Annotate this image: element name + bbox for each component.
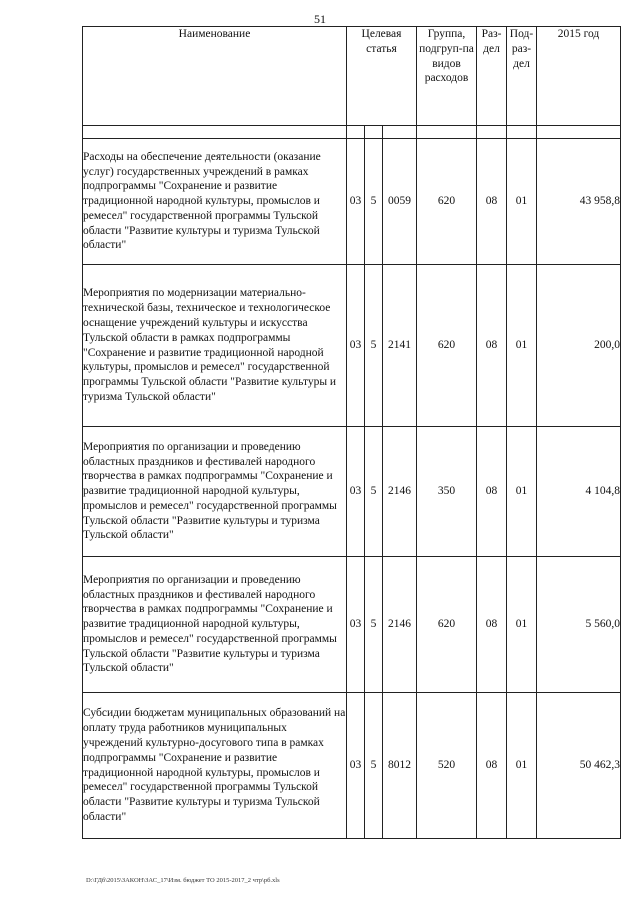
header-subsection: Под-раз-дел (507, 27, 537, 126)
header-row (83, 27, 621, 126)
row-section: 08 (477, 139, 507, 265)
row-code1: 03 (347, 265, 365, 427)
row-group: 620 (417, 139, 477, 265)
row-section: 08 (477, 265, 507, 427)
header-group: Группа, подгруп-па видов расходов (417, 27, 477, 126)
spacer-row (83, 126, 621, 139)
row-code3: 0059 (383, 139, 417, 265)
row-code2: 5 (365, 139, 383, 265)
row-subsection: 01 (507, 427, 537, 557)
row-name: Субсидии бюджетам муниципальных образований на оплату труда работников муниципальных учреждений культурно-досугового типа в рамках подпрограммы "Сохранение и развитие традиционной народной культуры, промыслов и ремесел" государственной программы Тульской области "Развитие культуры и туризма Тульской области" (83, 693, 347, 839)
row-code2: 5 (365, 557, 383, 693)
row-section: 08 (477, 557, 507, 693)
row-name: Мероприятия по организации и проведению областных праздников и фестивалей народного творчества в рамках подпрограммы "Сохранение и развитие традиционной народной культуры, промыслов и ремесел" государственной программы Тульской области "Развитие культуры и туризма Тульской области" (83, 557, 347, 693)
header-section: Раз-дел (477, 27, 507, 126)
table-row (83, 139, 621, 265)
row-amount: 43 958,8 (537, 139, 621, 265)
row-code3: 2146 (383, 557, 417, 693)
row-group: 520 (417, 693, 477, 839)
row-name: Мероприятия по организации и проведению областных праздников и фестивалей народного творчества в рамках подпрограммы "Сохранение и развитие традиционной народной культуры, промыслов и ремесел" государственной программы Тульской области "Развитие культуры и туризма Тульской области" (83, 427, 347, 557)
row-code2: 5 (365, 427, 383, 557)
row-subsection: 01 (507, 139, 537, 265)
row-group: 620 (417, 265, 477, 427)
row-subsection: 01 (507, 557, 537, 693)
table-row (83, 427, 621, 557)
row-code1: 03 (347, 557, 365, 693)
table-row (83, 693, 621, 839)
row-name: Мероприятия по модернизации материально-технической базы, техническое и технологическое оснащение учреждений культуры и искусства Тульской области в рамках подпрограммы "Сохранение и развитие традиционной народной культуры, промыслов и ремесел" государственной программы Тульской области "Развитие культуры и туризма Тульской области" (83, 265, 347, 427)
row-code3: 2141 (383, 265, 417, 427)
row-section: 08 (477, 693, 507, 839)
header-year: 2015 год (537, 27, 621, 126)
row-amount: 4 104,8 (537, 427, 621, 557)
row-name: Расходы на обеспечение деятельности (оказание услуг) государственных учреждений в рамках подпрограммы "Сохранение и развитие традиционной народной культуры, промыслов и ремесел" государственной программы Тульской области "Развитие культуры и туризма Тульской области" (83, 139, 347, 265)
table-row (83, 265, 621, 427)
header-target-article: Целевая статья (347, 27, 417, 126)
row-code1: 03 (347, 427, 365, 557)
row-code2: 5 (365, 265, 383, 427)
row-code3: 2146 (383, 427, 417, 557)
page-number: 51 (314, 12, 326, 26)
header-name: Наименование (83, 27, 347, 126)
row-code3: 8012 (383, 693, 417, 839)
table-row (83, 557, 621, 693)
row-group: 620 (417, 557, 477, 693)
row-amount: 200,0 (537, 265, 621, 427)
row-subsection: 01 (507, 265, 537, 427)
row-amount: 5 560,0 (537, 557, 621, 693)
row-code1: 03 (347, 693, 365, 839)
row-subsection: 01 (507, 693, 537, 839)
file-path-footer: D:\ГДб\2015\ЗАКОН\ЗАС_17\Изм. бюджет ТО 2015-2017_2 чтр\рб.xls (86, 877, 280, 884)
budget-table (82, 26, 621, 839)
row-code1: 03 (347, 139, 365, 265)
row-code2: 5 (365, 693, 383, 839)
row-section: 08 (477, 427, 507, 557)
row-amount: 50 462,3 (537, 693, 621, 839)
row-group: 350 (417, 427, 477, 557)
